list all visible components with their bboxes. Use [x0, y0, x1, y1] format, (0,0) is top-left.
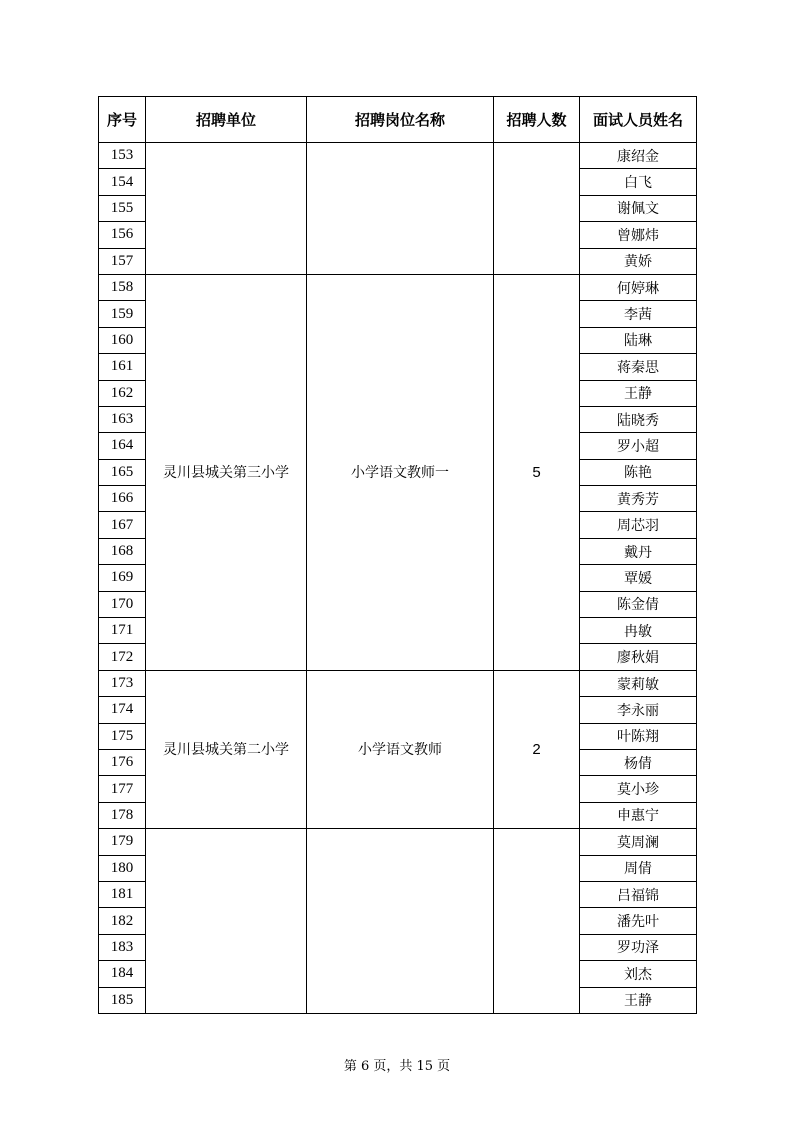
table-row [99, 670, 697, 696]
row-seq: 175 [99, 723, 146, 749]
candidate-name: 戴丹 [580, 538, 697, 564]
candidate-name: 周倩 [580, 855, 697, 881]
candidate-name: 陈金倩 [580, 591, 697, 617]
row-seq: 167 [99, 512, 146, 538]
candidate-name: 覃媛 [580, 565, 697, 591]
row-seq: 183 [99, 934, 146, 960]
row-seq: 155 [99, 195, 146, 221]
row-seq: 168 [99, 538, 146, 564]
recruiting-unit: 灵川县城关第二小学 [146, 670, 307, 828]
row-seq: 153 [99, 143, 146, 169]
row-seq: 182 [99, 908, 146, 934]
table-row [99, 829, 697, 855]
row-seq: 181 [99, 881, 146, 907]
candidate-name: 李永丽 [580, 697, 697, 723]
candidate-name: 周芯羽 [580, 512, 697, 538]
candidate-name: 罗小超 [580, 433, 697, 459]
row-seq: 169 [99, 565, 146, 591]
candidate-name: 叶陈翔 [580, 723, 697, 749]
recruit-count: 5 [494, 274, 580, 670]
recruit-count [494, 829, 580, 1014]
row-seq: 179 [99, 829, 146, 855]
candidate-name: 莫周澜 [580, 829, 697, 855]
row-seq: 164 [99, 433, 146, 459]
job-post: 小学语文教师 [307, 670, 494, 828]
candidate-name: 罗功泽 [580, 934, 697, 960]
candidate-name: 李茜 [580, 301, 697, 327]
interview-roster-table [98, 96, 697, 1014]
row-seq: 184 [99, 961, 146, 987]
candidate-name: 申惠宁 [580, 802, 697, 828]
candidate-name: 吕福锦 [580, 881, 697, 907]
row-seq: 174 [99, 697, 146, 723]
candidate-name: 刘杰 [580, 961, 697, 987]
job-post: 小学语文教师一 [307, 274, 494, 670]
row-seq: 170 [99, 591, 146, 617]
page-footer: 第 6 页，共 15 页 [343, 1059, 451, 1074]
header-names: 面试人员姓名 [580, 97, 697, 143]
candidate-name: 陈艳 [580, 459, 697, 485]
candidate-name: 谢佩文 [580, 195, 697, 221]
table-row [99, 143, 697, 169]
candidate-name: 何婷琳 [580, 274, 697, 300]
row-seq: 154 [99, 169, 146, 195]
job-post [307, 143, 494, 275]
header-unit: 招聘单位 [146, 97, 307, 143]
candidate-name: 黄秀芳 [580, 486, 697, 512]
row-seq: 185 [99, 987, 146, 1013]
row-seq: 157 [99, 248, 146, 274]
header-row [99, 97, 697, 143]
recruit-count: 2 [494, 670, 580, 828]
row-seq: 176 [99, 749, 146, 775]
job-post [307, 829, 494, 1014]
candidate-name: 白飞 [580, 169, 697, 195]
header-count: 招聘人数 [494, 97, 580, 143]
row-seq: 159 [99, 301, 146, 327]
row-seq: 166 [99, 486, 146, 512]
candidate-name: 莫小珍 [580, 776, 697, 802]
row-seq: 173 [99, 670, 146, 696]
candidate-name: 王静 [580, 380, 697, 406]
table-body [99, 143, 697, 1014]
row-seq: 178 [99, 802, 146, 828]
candidate-name: 陆琳 [580, 327, 697, 353]
row-seq: 177 [99, 776, 146, 802]
candidate-name: 廖秋娟 [580, 644, 697, 670]
candidate-name: 王静 [580, 987, 697, 1013]
row-seq: 172 [99, 644, 146, 670]
recruiting-unit: 灵川县城关第三小学 [146, 274, 307, 670]
table-row [99, 274, 697, 300]
header-seq: 序号 [99, 97, 146, 143]
row-seq: 160 [99, 327, 146, 353]
recruiting-unit [146, 143, 307, 275]
row-seq: 180 [99, 855, 146, 881]
candidate-name: 蒙莉敏 [580, 670, 697, 696]
header-post: 招聘岗位名称 [307, 97, 494, 143]
recruit-count [494, 143, 580, 275]
candidate-name: 曾娜炜 [580, 222, 697, 248]
row-seq: 161 [99, 354, 146, 380]
row-seq: 163 [99, 406, 146, 432]
recruiting-unit [146, 829, 307, 1014]
candidate-name: 杨倩 [580, 749, 697, 775]
candidate-name: 潘先叶 [580, 908, 697, 934]
candidate-name: 冉敏 [580, 618, 697, 644]
row-seq: 162 [99, 380, 146, 406]
candidate-name: 黄娇 [580, 248, 697, 274]
row-seq: 171 [99, 618, 146, 644]
candidate-name: 陆晓秀 [580, 406, 697, 432]
candidate-name: 蒋秦思 [580, 354, 697, 380]
row-seq: 156 [99, 222, 146, 248]
row-seq: 158 [99, 274, 146, 300]
row-seq: 165 [99, 459, 146, 485]
candidate-name: 康绍金 [580, 143, 697, 169]
